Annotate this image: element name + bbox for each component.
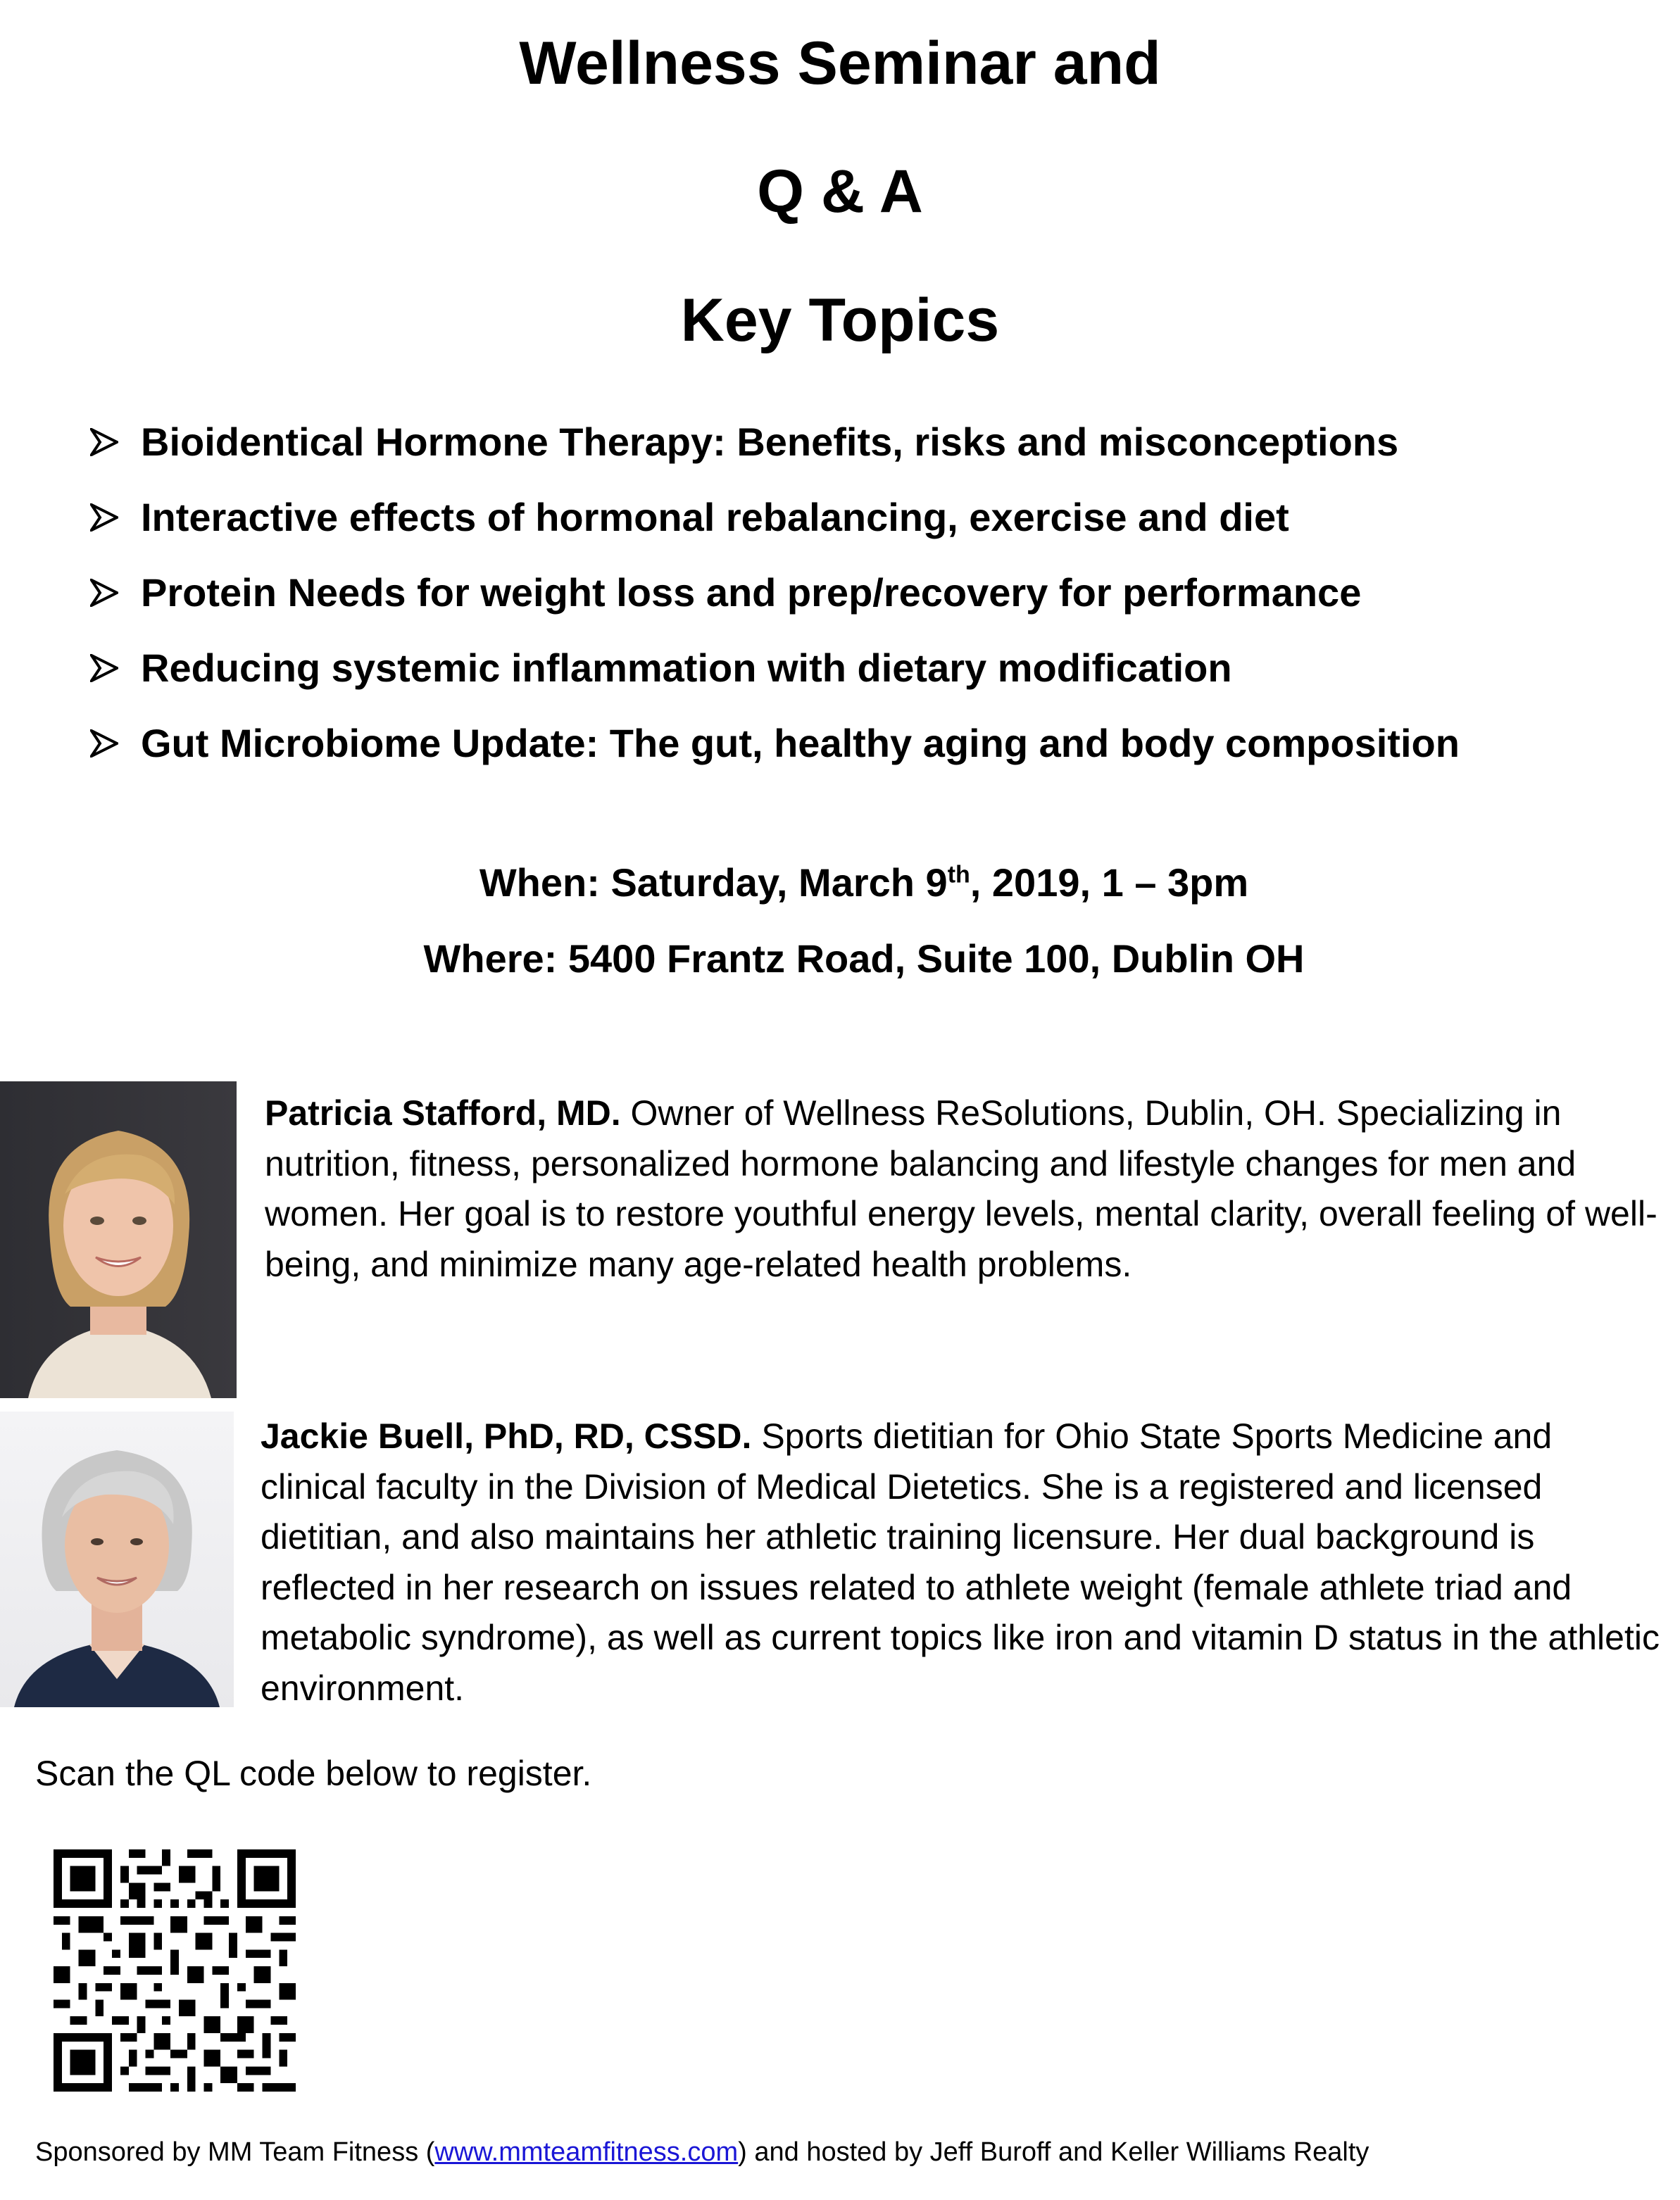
speaker-description: Owner of Wellness ReSolutions, Dublin, OH. Specializing in nutrition, fitness, personalized hormone balancing and lifestyle changes for men and women. Her goal is to restore youthful energy levels, mental clarity, overall feeling of well-being, and minimize many age-related health problems. xyxy=(265,1093,1657,1284)
speaker-description: Sports dietitian for Ohio State Sports Medicine and clinical faculty in the Division of Medical Dietetics. She is a registered and licensed dietitian, and also maintains her athletic training licensure. Her dual background is reflected in her research on issues related to athlete weight (female athlete triad and metabolic syndrome), as well as current topics like iron and vitamin D status in the athletic environment. xyxy=(261,1416,1660,1708)
speaker-photo-stafford xyxy=(0,1081,237,1398)
sponsor-footer xyxy=(35,2133,1369,2171)
topic-text: Gut Microbiome Update: The gut, healthy aging and body composition xyxy=(141,721,1460,765)
event-where: Where: 5400 Frantz Road, Suite 100, Dublin OH xyxy=(423,936,1305,981)
topic-text: Protein Needs for weight loss and prep/recovery for performance xyxy=(141,570,1362,615)
speaker-name: Jackie Buell, PhD, RD, CSSD. xyxy=(261,1416,752,1456)
arrow-bullet-icon xyxy=(90,579,141,607)
topic-item xyxy=(90,404,1460,479)
footer-suffix: ) and hosted by Jeff Buroff and Keller Williams Realty xyxy=(738,2137,1369,2167)
arrow-bullet-icon xyxy=(90,654,141,682)
arrow-bullet-icon xyxy=(90,503,141,532)
registration-qr-code[interactable] xyxy=(54,1849,296,2092)
page-title: Wellness Seminar and xyxy=(519,30,1161,97)
arrow-bullet-icon xyxy=(90,729,141,758)
arrow-bullet-icon xyxy=(90,428,141,456)
topic-item xyxy=(90,630,1460,705)
footer-prefix: Sponsored by MM Team Fitness ( xyxy=(35,2137,435,2167)
topic-text: Interactive effects of hormonal rebalancing, exercise and diet xyxy=(141,495,1289,539)
when-text: When: Saturday, March 9 xyxy=(479,860,948,905)
when-ordinal: th xyxy=(947,861,970,888)
speaker-photo-buell xyxy=(0,1412,234,1707)
key-topics-heading: Key Topics xyxy=(680,287,1000,354)
speaker-name: Patricia Stafford, MD. xyxy=(265,1093,621,1133)
speaker-bio-stafford xyxy=(265,1088,1666,1290)
topics-list xyxy=(90,404,1460,781)
sponsor-website-link[interactable]: www.mmteamfitness.com xyxy=(434,2137,739,2167)
topic-item xyxy=(90,705,1460,781)
topic-item xyxy=(90,479,1460,555)
when-time: , 2019, 1 – 3pm xyxy=(970,860,1249,905)
page-subtitle-qa: Q & A xyxy=(757,158,923,225)
topic-text: Bioidentical Hormone Therapy: Benefits, risks and misconceptions xyxy=(141,420,1399,464)
register-instructions: Scan the QL code below to register. xyxy=(35,1754,592,1793)
event-when xyxy=(24,855,1680,911)
speaker-bio-buell xyxy=(261,1412,1662,1714)
topic-item xyxy=(90,555,1460,630)
topic-text: Reducing systemic inflammation with dietary modification xyxy=(141,646,1232,690)
